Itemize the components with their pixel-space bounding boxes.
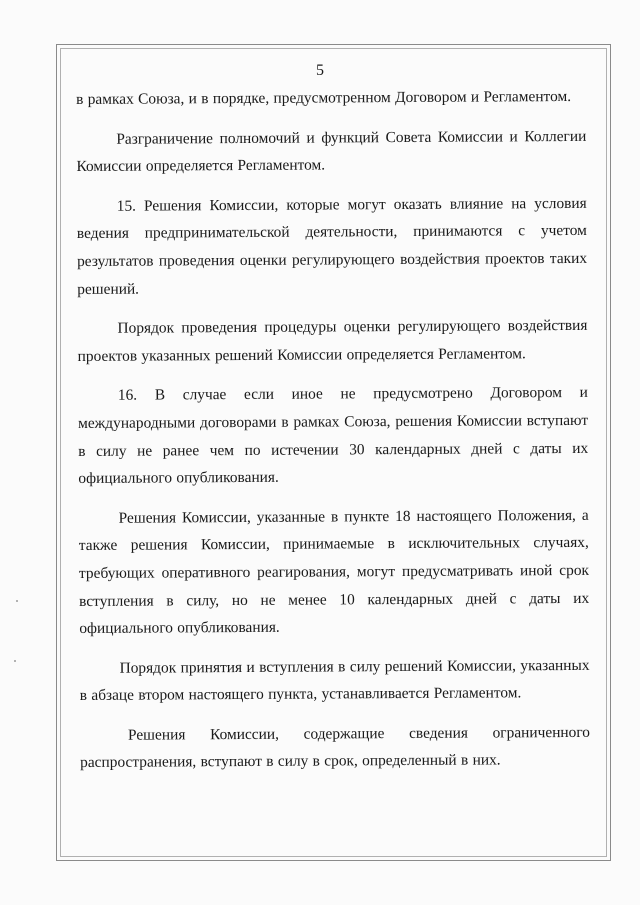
paragraph-item-16: 16. В случае если иное не предусмотрено Договором и международными договорами в рамках Союза, решения Комиссии вступают в силу не ранее чем по истечении 30 календарных дней с даты их официального опубликования. [78,384,589,488]
paragraph-assessment-procedure: Порядок проведения процедуры оценки регулирующего воздействия проектов указанных решений Комиссии определяется Регламентом. [77,317,588,365]
paragraph-restricted-decisions: Решения Комиссии, содержащие сведения ограниченного распространения, вступают в силу в срок, определенный в них. [80,723,591,772]
scan-speck [16,600,18,602]
paragraph-adoption-procedure: Порядок принятия и вступления в силу решений Комиссии, указанных в абзаце втором настоящего пункта, устанавливается Регламентом. [79,656,590,705]
paragraph-item-15: 15. Решения Комиссии, которые могут оказать влияние на условия ведения предпринимательской деятельности, принимаются с учетом результатов проведения оценки регулирующего воздействия проектов таких решений. [76,194,588,298]
document-body [76,83,590,789]
paragraph-exceptional-decisions: Решения Комиссии, указанные в пункте 18 настоящего Положения, а также решения Комиссии, принимаемые в исключительных случаях, требующих оперативного реагирования, могут предусматривать иной срок вступления в силу, но не менее 10 календарных дней с даты их официального опубликования. [78,506,590,638]
scan-speck [14,660,16,662]
page-number: 5 [316,62,324,79]
paragraph-continuation: в рамках Союза, и в порядке, предусмотренном Договором и Регламентом. [76,87,572,108]
paragraph-delimitation: Разграничение полномочий и функций Совета Комиссии и Коллегии Комиссии определяется Регламентом. [76,127,587,176]
